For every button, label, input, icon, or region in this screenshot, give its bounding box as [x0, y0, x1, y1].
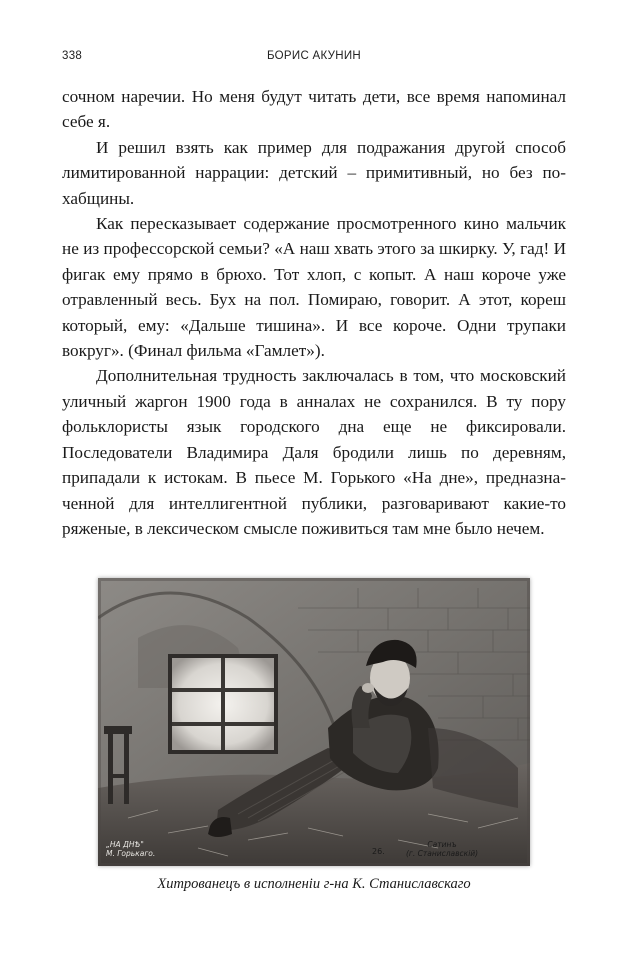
paragraph: Дополнительная трудность заключалась в том, что московский уличный жаргон 1900 года в анналах не сохранился. В ту пору фольклористы язык городского дна еще не фиксировали. Последователи Владимира Даля бродили лишь по деревням, припадали к истокам. В пьесе М. Горького «На дне», предназначенной для интеллигентной публики, разговаривают какие-то ряженые, в лексическом смысле поживиться там мне было нечем.	[62, 366, 566, 538]
photograph	[98, 578, 530, 866]
figure-caption: Хитрованецъ в исполненiи г-на К. Станиславскаго	[157, 876, 471, 892]
body-text	[62, 84, 566, 541]
photo-label-left: „НА ДНѢ" М. Горькаго.	[106, 840, 156, 858]
page-number: 338	[62, 50, 83, 62]
page-header	[62, 50, 566, 68]
paragraph: Как пересказывает содержание просмотренного кино мальчик не из профессорской семьи? «А наш хвать этого за шкирку. У, гад! И фигак ему прямо в брюхо. Тот хлоп, с копыт. А наш короче уже отравленный весь. Бух на пол. Помираю, говорит. А этот, кореш который, ему: «Дальше тишина». И все короче. Одни трупаки вокруг». (Финал фильма «Гамлет»).	[62, 214, 566, 361]
paragraph: И решил взять как пример для подражания другой способ лимитированной наррации: детский – примитивный, но без похабщины.	[62, 137, 566, 208]
photo-illustration	[98, 578, 530, 866]
paragraph: сочном наречии. Но меня будут читать дети, все время напоминал себе я.	[62, 87, 566, 132]
photo-label-number: 26.	[372, 847, 385, 856]
photo-label-right: Сатинъ (г. Станиславскій)	[406, 840, 479, 858]
running-title: БОРИС АКУНИН	[266, 50, 362, 62]
